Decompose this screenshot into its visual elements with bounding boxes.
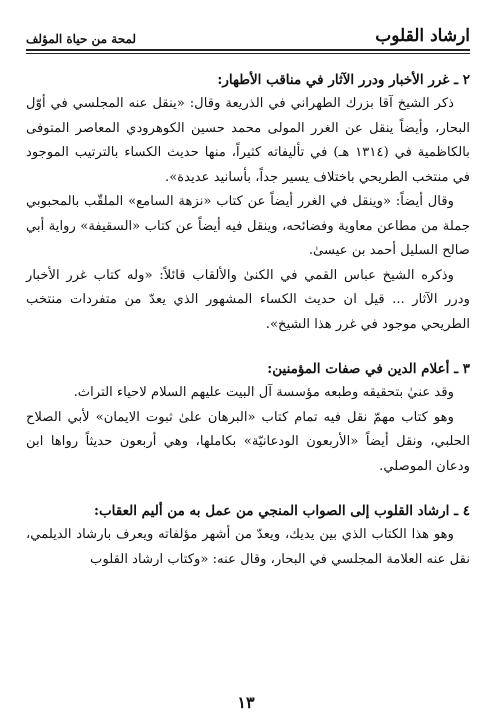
section-gap — [26, 479, 470, 499]
header-rule-thick — [26, 49, 470, 51]
section-heading: ٢ ـ غرر الأخبار ودرر الآثار في مناقب الأطهار: — [217, 72, 470, 88]
header-rule-thin — [26, 53, 470, 54]
paragraph: ذكر الشيخ آقا بزرك الطهراني في الذريعة وقال: «ينقل عنه المجلسي في أوّل البحار، وأيضاً ينقل عن الغرر المولى محمد حسين الكوهرودي المعاصر المتوفى بالكاظمية في (١٣١٤ هـ) في تأليفاته كثيراً، منها حديث الكساء بالترتيب الموجود في منتخب الطريحي باختلاف يسير جداً، بأسانيد عديدة». — [26, 96, 470, 185]
paragraph: وقال أيضاً: «وينقل في الغرر أيضاً عن كتاب «نزهة السامع» الملقّب بالمحبوبي جملة من مطاعن معاوية وفضائحه، وينقل فيه أيضاً عن كتاب «السقيفة» رواية أبي صالح السليل أحمد بن عيسىٰ. — [26, 194, 470, 258]
section-irshad — [26, 499, 470, 572]
paragraph: وهو كتاب مهمّ نقل فيه تمام كتاب «البرهان علىٰ ثبوت الايمان» لأبي الصلاح الحلبي، ونقل أيضاً «الأربعون الودعانيّة» بكاملها، وهي أربعون حديثاً رواها ابن ودعان الموصلي. — [26, 409, 470, 474]
page-header — [26, 18, 470, 49]
chapter-title: لمحة من حياة المؤلف — [26, 32, 137, 46]
page-number: ١٣ — [237, 693, 255, 712]
paragraph: وذكره الشيخ عباس القمي في الكنىٰ والألقاب قائلاً: «وله كتاب غرر الأخبار ودرر الآثار ... قيل ان حديث الكساء المشهور الذي يعدّ من متفردات منتخب الطريحي موجود في غرر هذا الشيخ». — [26, 267, 470, 332]
section-ghurar — [26, 68, 470, 337]
running-title: ارشاد القلوب — [375, 26, 470, 46]
section-alam-aldin — [26, 357, 470, 479]
section-gap — [26, 337, 470, 357]
section-heading: ٤ ـ ارشاد القلوب إلى الصواب المنجي من عمل به من أليم العقاب: — [93, 503, 470, 519]
section-heading: ٣ ـ أعلام الدين في صفات المؤمنين: — [267, 361, 470, 377]
paragraph: وقد عنيٰ بتحقيقه وطبعه مؤسسة آل البيت عليهم السلام لاحياء التراث. — [73, 385, 454, 400]
page-body — [26, 68, 470, 572]
paragraph: وهو هذا الكتاب الذي بين يديك، ويعدّ من أشهر مؤلفاته ويعرف بارشاد الديلمي، نقل عنه العلامة المجلسي في البحار، وقال عنه: «وكتاب ارشاد القلوب — [26, 527, 470, 567]
